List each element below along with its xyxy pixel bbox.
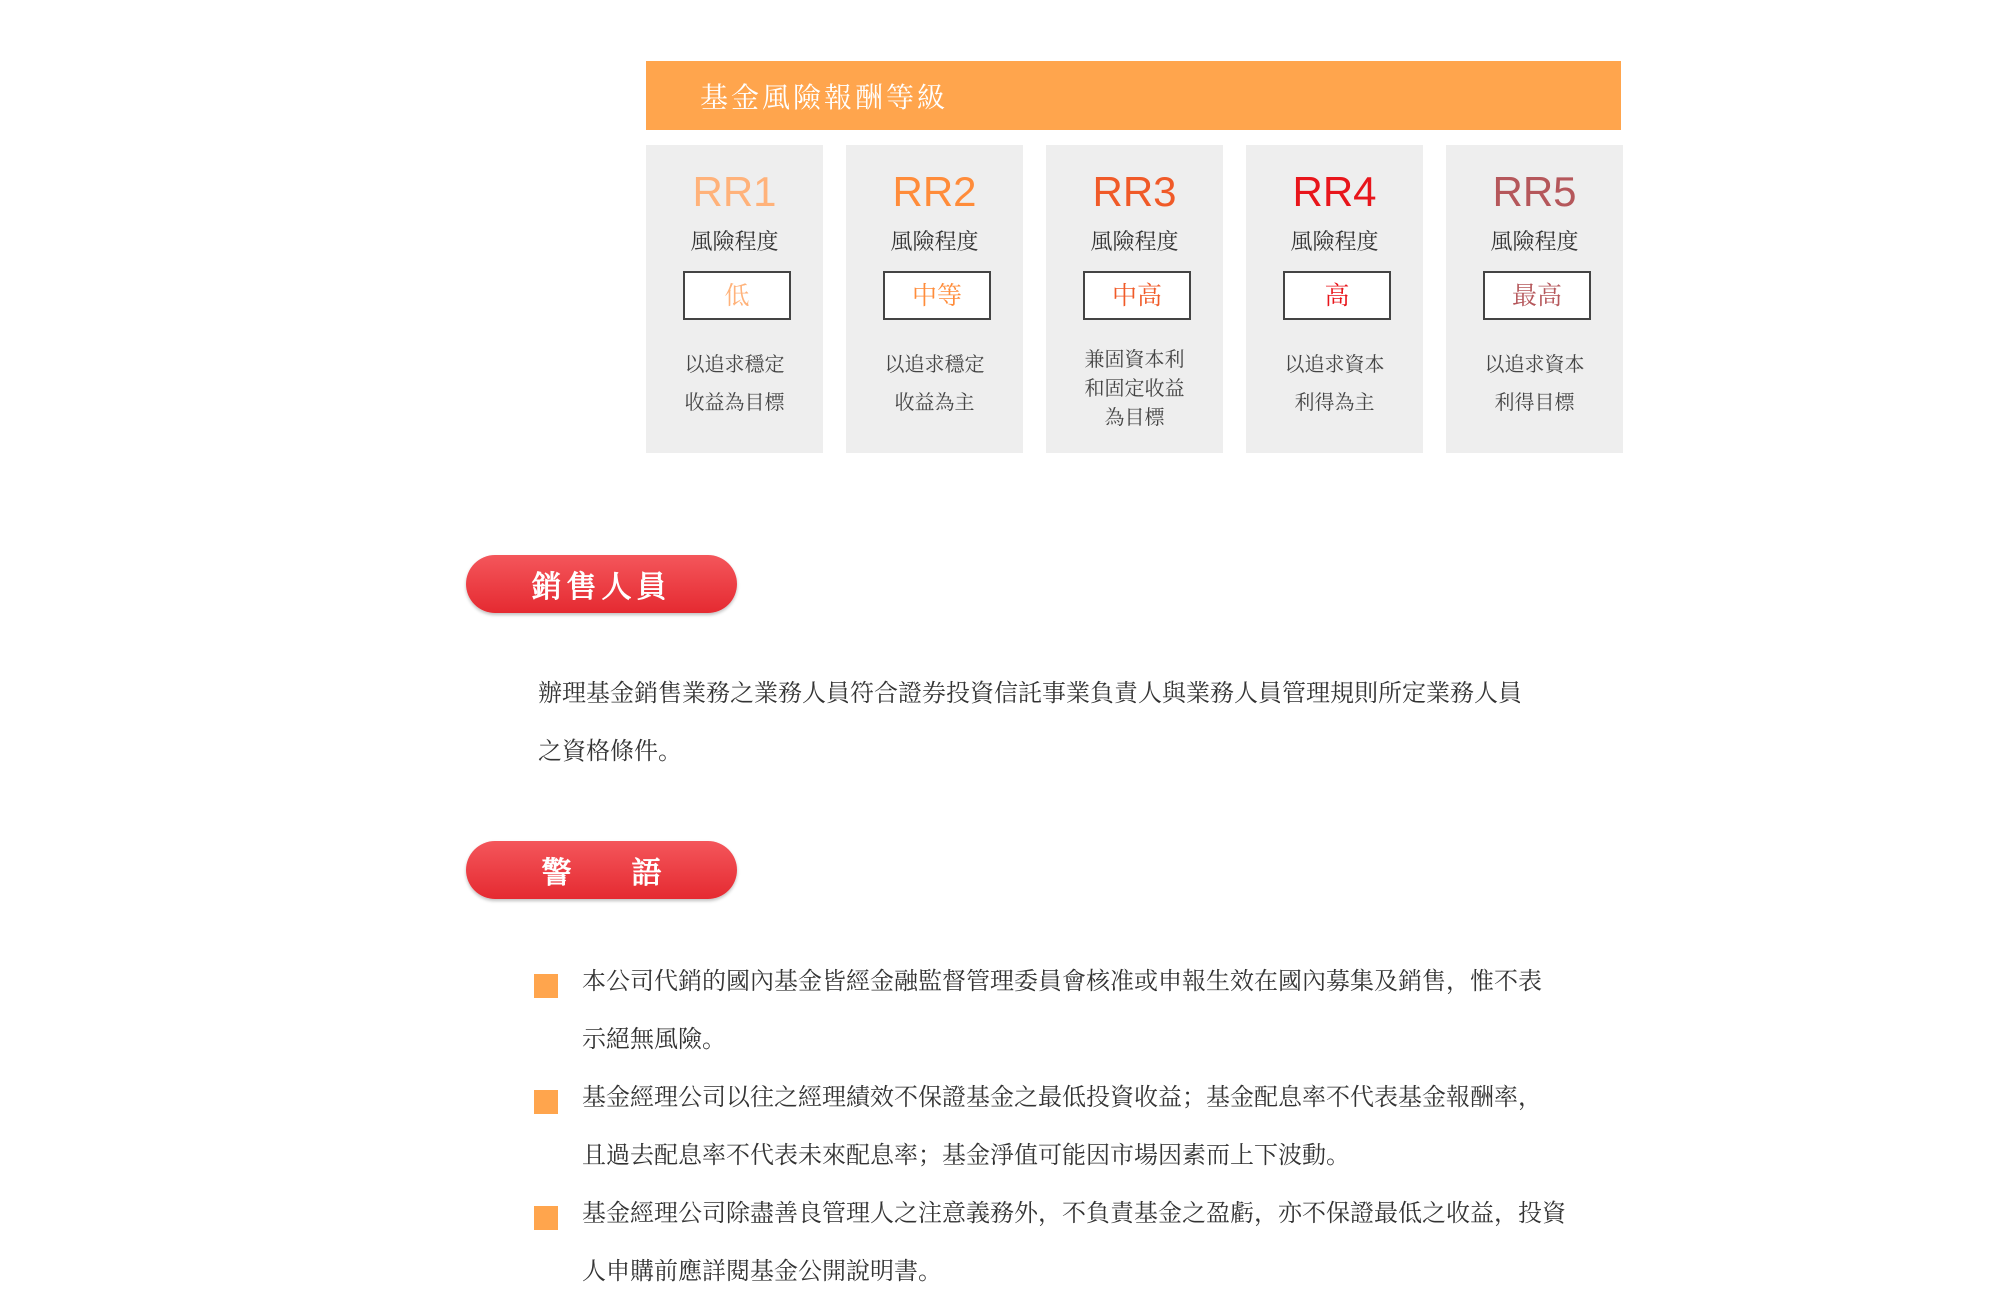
risk-code: RR3 <box>1092 168 1177 215</box>
warning-text-line: 基金經理公司除盡善良管理人之注意義務外，不負責基金之盈虧，亦不保證最低之收益，投資 <box>582 1199 1566 1227</box>
warning-text-line: 且過去配息率不代表未來配息率；基金淨值可能因市場因素而上下波動。 <box>582 1141 1350 1169</box>
risk-grade-title: 基金風險報酬等級 <box>700 80 949 114</box>
risk-grade-cards <box>646 145 1621 453</box>
warning-text-line: 基金經理公司以往之經理績效不保證基金之最低投資收益；基金配息率不代表基金報酬率， <box>582 1083 1542 1111</box>
risk-level-badge: 最高 <box>1483 271 1591 320</box>
risk-code: RR5 <box>1492 168 1577 215</box>
warning-title-char: 語 <box>631 856 662 891</box>
risk-level-badge: 中高 <box>1083 271 1191 320</box>
risk-description-line: 利得目標 <box>1494 390 1575 414</box>
risk-description <box>1246 345 1423 421</box>
risk-card-rr3 <box>1046 145 1223 453</box>
risk-code: RR4 <box>1292 168 1377 215</box>
square-bullet-icon <box>534 1206 558 1230</box>
risk-label: 風險程度 <box>690 230 779 255</box>
risk-description <box>846 345 1023 421</box>
risk-card-rr5 <box>1446 145 1623 453</box>
warning-text-line: 人申購前應詳閱基金公開說明書。 <box>582 1257 942 1285</box>
risk-level-badge: 中等 <box>883 271 991 320</box>
risk-description-line: 收益為目標 <box>684 390 785 414</box>
risk-card-rr1 <box>646 145 823 453</box>
risk-card-rr4 <box>1246 145 1423 453</box>
warning-text-line: 本公司代銷的國內基金皆經金融監督管理委員會核准或申報生效在國內募集及銷售，惟不表 <box>582 967 1542 995</box>
sales-paragraph-line: 辦理基金銷售業務之業務人員符合證券投資信託事業負責人與業務人員管理規則所定業務人員 <box>538 679 1522 707</box>
risk-label: 風險程度 <box>1490 230 1579 255</box>
risk-label: 風險程度 <box>890 230 979 255</box>
risk-description-line: 以追求資本 <box>1484 352 1585 376</box>
risk-description-line: 為目標 <box>1104 405 1165 429</box>
risk-description-line: 和固定收益 <box>1084 376 1185 400</box>
sales-section-title: 銷售人員 <box>531 570 672 605</box>
risk-description-line: 以追求資本 <box>1284 352 1385 376</box>
risk-label: 風險程度 <box>1090 230 1179 255</box>
risk-description-line: 利得為主 <box>1294 390 1375 414</box>
risk-description-line: 收益為主 <box>894 390 975 414</box>
warning-text <box>582 952 1632 1068</box>
warning-title-char: 警 <box>541 856 572 891</box>
square-bullet-icon <box>534 1090 558 1114</box>
warning-text-line: 示絕無風險。 <box>582 1025 726 1053</box>
risk-description-line: 兼固資本利 <box>1084 347 1185 371</box>
risk-description-line: 以追求穩定 <box>884 352 985 376</box>
risk-card-rr2 <box>846 145 1023 453</box>
risk-description <box>1046 345 1223 432</box>
sales-paragraph <box>538 664 1628 780</box>
sales-paragraph-line: 之資格條件。 <box>538 737 682 765</box>
risk-label: 風險程度 <box>1290 230 1379 255</box>
risk-level-badge: 高 <box>1283 271 1391 320</box>
risk-description <box>1446 345 1623 421</box>
risk-code: RR2 <box>892 168 977 215</box>
risk-level-badge: 低 <box>683 271 791 320</box>
sales-section-heading <box>466 555 737 613</box>
risk-description <box>646 345 823 421</box>
risk-description-line: 以追求穩定 <box>684 352 785 376</box>
warning-text <box>582 1068 1632 1184</box>
warning-text <box>582 1184 1632 1300</box>
risk-grade-header <box>646 61 1621 130</box>
risk-code: RR1 <box>692 168 777 215</box>
warning-section-heading <box>466 841 737 899</box>
square-bullet-icon <box>534 974 558 998</box>
